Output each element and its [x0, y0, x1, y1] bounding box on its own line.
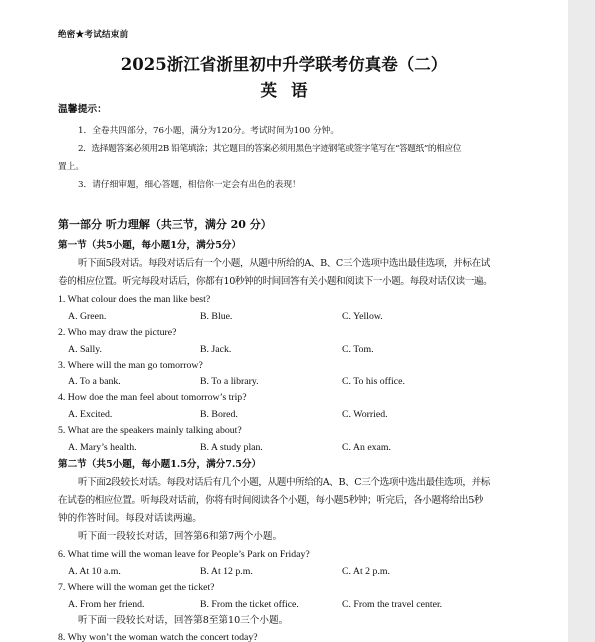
section2-heading: 第二节（共5小题，每小题1.5分，满分7.5分） — [58, 459, 262, 470]
q5-option-a: A. Mary’s health. — [68, 442, 137, 453]
question-2: 2. Who may draw the picture? — [58, 327, 177, 338]
section2-intro-end: 钟的作答时间。每段对话读两遍。 — [58, 513, 202, 524]
note-2-cont: 置上。 — [58, 162, 85, 172]
q4-option-c: C. Worried. — [342, 409, 388, 420]
viewer-background — [568, 0, 595, 642]
note-2: 2．选择题答案必须用2B 铅笔填涂；其它题目的答案必须用黑色字迹钢笔或签字笔写在“答题纸”的相应位 — [78, 144, 462, 154]
q3-option-a: A. To a bank. — [68, 376, 121, 387]
note-3: 3．请仔细审题，细心答题，相信你一定会有出色的表现！ — [78, 180, 301, 190]
note-1: 1．全卷共四部分，76小题，满分为120分。考试时间为100 分钟。 — [78, 126, 340, 136]
dialog-instruction-1: 听下面一段较长对话，回答第6和第7两个小题。 — [78, 531, 283, 542]
q6-option-c: C. At 2 p.m. — [342, 566, 390, 577]
q4-option-a: A. Excited. — [68, 409, 113, 420]
question-8: 8. Why won’t the woman watch the concert today? — [58, 632, 258, 642]
q5-option-b: B. A study plan. — [200, 442, 263, 453]
section2-intro: 听下面2段较长对话。每段对话后有几个小题，从题中所给的A、B、C三个选项中选出最佳选项，并标 — [78, 477, 490, 488]
q3-option-b: B. To a library. — [200, 376, 259, 387]
q4-option-b: B. Bored. — [200, 409, 238, 420]
question-4: 4. How doe the man feel about tomorrow’s trip? — [58, 392, 247, 403]
subject-title: 英语 — [260, 81, 322, 100]
q7-option-b: B. From the ticket office. — [200, 599, 299, 610]
confidential-label: 绝密★考试结束前 — [58, 30, 129, 40]
q3-option-c: C. To his office. — [342, 376, 405, 387]
q2-option-a: A. Sally. — [68, 344, 102, 355]
q7-option-a: A. From her friend. — [68, 599, 145, 610]
q6-option-b: B. At 12 p.m. — [200, 566, 253, 577]
section1-heading: 第一节（共5小题，每小题1分，满分5分） — [58, 240, 242, 251]
q2-option-b: B. Jack. — [200, 344, 232, 355]
q1-option-c: C. Yellow. — [342, 311, 383, 322]
dialog-instruction-2: 听下面一段较长对话，回答第8至第10三个小题。 — [78, 615, 289, 626]
q1-option-a: A. Green. — [68, 311, 107, 322]
section2-intro-cont: 在试卷的相应位置。听每段对话前，你将有时间阅读各个小题，每小题5秒钟；听完后，各小题将给出5秒 — [58, 495, 484, 506]
q2-option-c: C. Tom. — [342, 344, 374, 355]
q5-option-c: C. An exam. — [342, 442, 391, 453]
exam-title: 2025浙江省浙里初中升学联考仿真卷（二） — [120, 55, 448, 74]
q6-option-a: A. At 10 a.m. — [68, 566, 121, 577]
question-3: 3. Where will the man go tomorrow? — [58, 360, 203, 371]
section1-intro: 听下面5段对话。每段对话后有一个小题，从题中所给的A、B、C三个选项中选出最佳选项，并标在试 — [78, 258, 490, 269]
notes-heading: 温馨提示： — [58, 104, 107, 115]
question-7: 7. Where will the woman get the ticket? — [58, 582, 215, 593]
question-6: 6. What time will the woman leave for People’s Park on Friday? — [58, 549, 310, 560]
question-1: 1. What colour does the man like best? — [58, 294, 211, 305]
q1-option-b: B. Blue. — [200, 311, 233, 322]
q7-option-c: C. From the travel center. — [342, 599, 443, 610]
part1-heading: 第一部分 听力理解（共三节，满分 20 分） — [58, 218, 272, 231]
question-5: 5. What are the speakers mainly talking about? — [58, 425, 242, 436]
section1-intro-cont: 卷的相应位置。听完每段对话后，你都有10秒钟的时间回答有关小题和阅读下一小题。每段对话仅读一遍。 — [58, 276, 493, 287]
